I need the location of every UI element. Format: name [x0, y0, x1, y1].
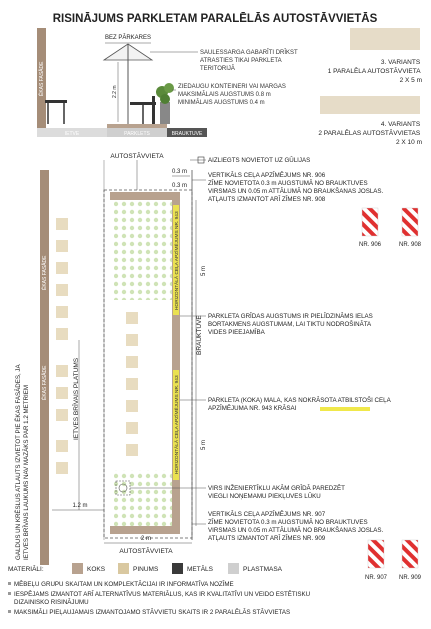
sign-909-icon	[402, 540, 418, 568]
dim-2m-label: 2 m	[140, 536, 152, 542]
plants-note: ZIEDAUGU KONTEINERI VAI MARGAS MAKSIMĀLAIS AUGSTUMS 0.8 m MINIMĀLAIS AUGSTUMS 0.4 m	[178, 84, 286, 106]
note-sign-907: VERTIKĀLS CEĻA APZĪMĒJUMS NR. 907 ZĪME NOVIETOTA 0.3 m AUGSTUMĀ NO BRAUKTUVES VIRSMAS UN 0.05 m ATTĀLUMĀ NO BRAUKŠANAS JOSLAS. ATĻAUTS IZMANTOT ARĪ ZĪMES NR. 909	[208, 511, 384, 542]
height-dim-label: 2.2 m	[112, 85, 118, 98]
signs-top	[359, 208, 422, 248]
facade-label-upper: ĒKAS FASĀDE	[42, 255, 48, 290]
legend-item-wicker: PINUMS	[133, 566, 159, 573]
section-ietve: IETVE	[64, 131, 80, 137]
parklet-deck	[107, 124, 167, 128]
bullet-list	[8, 581, 312, 616]
ietve-width-label: IETVES BRĪVAIS PLATUMS	[73, 357, 80, 440]
plant-container-icon	[160, 102, 170, 124]
umbrella-note: SAULESSARGA GABARĪTI DRĪKST ATRASTIES TIKAI PARKLETA TERITORIJĀ	[200, 50, 298, 72]
bullet-2: IESPĒJAMS IZMANTOT ARĪ ALTERNATĪVUS MATERIĀLUS, KAS IR KVALITATĪVI UN VEIDO ESTĒTISKU DIZAINISKO RISINĀJUMU	[14, 591, 311, 606]
sign-908-label: NR. 908	[398, 242, 422, 248]
section-parklets: PARKLETS	[124, 131, 150, 137]
deck-furniture	[126, 312, 138, 456]
facade-label-lower: ĒKAS FASĀDE	[42, 365, 48, 400]
autostavvieta-bottom: AUTOSTĀVVIETA	[119, 548, 173, 555]
legend-swatch-wicker	[118, 563, 129, 574]
left-note-line-2: IETVES BRĪVAIS LAUKUMS NAV MAZĀKS PAR 1.2 METRIEM	[23, 384, 30, 560]
dim-12m-label: 1.2 m	[72, 503, 88, 509]
facade-label-top: ĒKAS FASĀDE	[39, 61, 45, 96]
variant-4	[318, 96, 422, 146]
planter-upper	[114, 200, 172, 300]
note-sign-906: VERTIKĀLS CEĻA APZĪMĒJUMS NR. 906 ZĪME NOVIETOTA 0.3 m AUGSTUMĀ NO BRAUKTUVES VIRSMAS UN 0.05 m ATTĀLUMĀ NO BRAUKŠANAS JOSLAS. ATĻAUTS IZMANTOT ARĪ ZĪMES NR. 908	[208, 172, 384, 203]
variant-4-swatch	[320, 96, 420, 114]
dim-03-top-a: 0.3 m	[172, 169, 188, 175]
elevation-section	[37, 28, 299, 137]
note-access-hatch: VIRS INŽENIERTĪKLU AKĀM GRĪDĀ PAREDZĒT VIEGLI NOŅEMAMU PIEKĻUVES LŪKU	[208, 485, 345, 500]
materials-legend	[8, 563, 283, 574]
strip-label-lower: HORIZONTĀLĀ CEĻA APZĪMĒJUMS NR. 943	[175, 375, 180, 474]
legend-swatch-metal	[172, 563, 183, 574]
sign-907-icon	[368, 540, 384, 568]
note-edge-color: PARKLETA (KOKA) MALA, KAS NOKRĀSOTA ATBILSTOŠI CEĻA APZĪMĒJUMA NR. 943 KRĀSAI	[208, 397, 391, 412]
svg-text:4. VARIANTS 2 PARALĒLAS: 4. VARIANTS 2 PARALĒLAS AUTOSTĀVVIETAS 2 X 10 m	[318, 121, 422, 146]
sign-909-label: NR. 909	[398, 575, 422, 581]
parklet-edge-top	[110, 192, 180, 200]
dim-03-top-b: 0.3 m	[172, 183, 188, 189]
highlight-swatch	[320, 407, 370, 411]
sign-906-label: NR. 906	[358, 242, 382, 248]
bullet-1: MĒBEĻU GRUPU SKAITAM UN KOMPLEKTĀCIJAI IR INFORMATĪVA NOZĪME	[14, 581, 234, 588]
dim-5m-lower: 5 m	[201, 439, 207, 450]
note-gully: AIZLIEGTS NOVIETOT UZ GŪLIJAS	[208, 157, 311, 164]
note-floor-height: PARKLETA GRĪDAS AUGSTUMS IR PIELĪDZINĀMS IELAS BORTAKMENS AUGSTUMAM, LAI TIKTU NODROŠINĀTA VIDES PIEEJAMĪBA	[208, 313, 373, 336]
signs-bottom	[365, 540, 422, 581]
section-brauktuve: BRAUKTUVE	[171, 131, 203, 137]
svg-text:3. VARIANTS 1 PARALĒLA A: 3. VARIANTS 1 PARALĒLA AUTOSTĀVVIETA 2 X 5 m	[327, 59, 422, 84]
dim-5m-upper: 5 m	[201, 265, 207, 276]
strip-label-upper: HORIZONTĀLĀ CEĻA APZĪMĒJUMS NR. 943	[175, 211, 180, 310]
sign-907-label: NR. 907	[364, 575, 388, 581]
parklet-edge-bottom	[110, 526, 180, 534]
legend-swatch-plastic	[228, 563, 239, 574]
variant-3	[328, 28, 422, 84]
left-note-line-1: GALDUS UN KRĒSLUS ATLAUTS IZVIETOT PIE ĒKAS FASĀDES, JA	[15, 364, 22, 560]
plan-section	[0, 0, 207, 565]
planter-lower	[114, 470, 172, 526]
furniture-group	[56, 218, 68, 474]
legend-swatch-wood	[72, 563, 83, 574]
brauktuve-label: BRAUKTUVE	[196, 315, 203, 355]
page-title: RISINĀJUMS PARKLETAM PARALĒLĀS AUTOSTĀVVIETĀS	[52, 13, 378, 25]
legend-item-metal: METĀLS	[187, 566, 214, 573]
variant-3-swatch	[350, 28, 420, 50]
autostavvieta-top: AUTOSTĀVVIETA	[110, 153, 164, 160]
sign-906-icon	[362, 208, 378, 236]
bullet-3: MAKSIMĀLI PIEĻAUJAMAIS IZMANTOJAMO STĀVVIETU SKAITS IR 2 PARALĒLĀS STĀVVIETAS	[14, 609, 291, 616]
legend-item-wood: KOKS	[87, 566, 106, 573]
legend-label: MATERIĀLI:	[8, 566, 44, 573]
chair-back-icon	[152, 96, 155, 124]
legend-item-plastic: PLASTMASA	[243, 566, 283, 573]
chair-icon	[45, 100, 67, 103]
sign-908-icon	[402, 208, 418, 236]
umbrella-label: BEZ PĀRKARES	[104, 35, 152, 41]
